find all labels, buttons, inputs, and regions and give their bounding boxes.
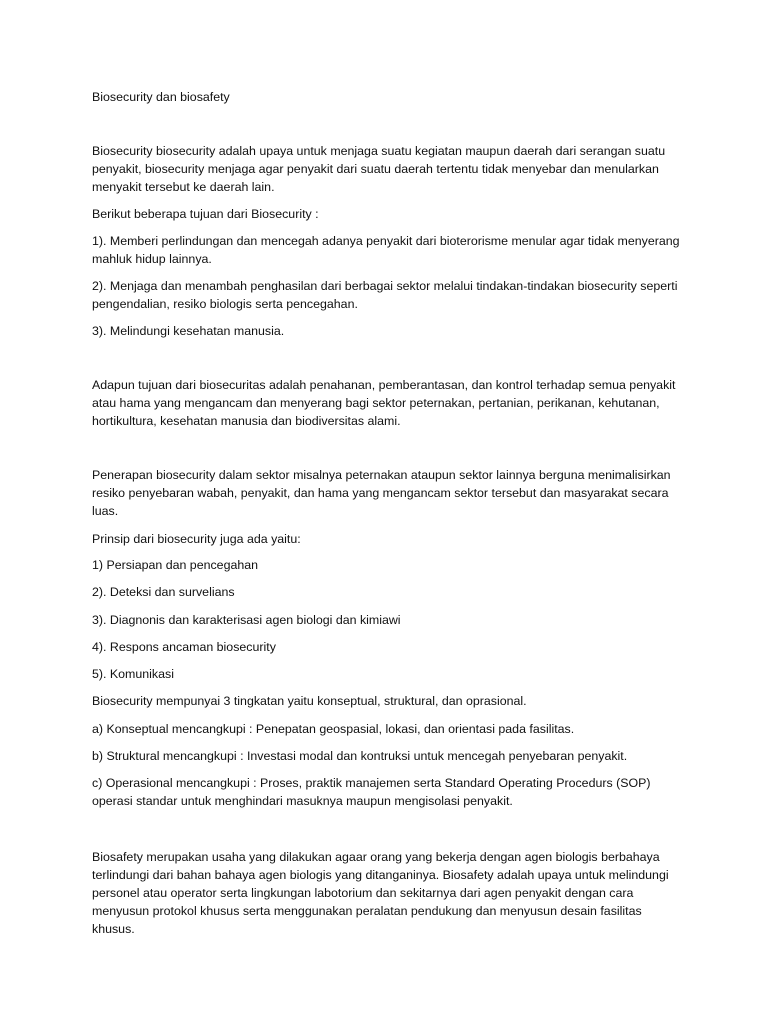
- paragraph-biosafety-definition: Biosafety merupakan usaha yang dilakukan agaar orang yang bekerja dengan agen biologis berbahaya terlindungi dari bahan bahaya agen biologis yang ditanganinya. Biosafety adalah upaya untuk melindungi personel atau operator serta lingkungan labotorium dan sekitarnya dari agen penyakit dengan cara menyusun protokol khusus serta menggunakan peralatan pendukung dan menyusun desain fasilitas khusus.: [92, 850, 669, 936]
- paragraph-biosecurity-levels: Biosecurity mempunyai 3 tingkatan yaitu konseptual, struktural, dan oprasional.: [92, 694, 527, 708]
- paragraph-principles-heading: Prinsip dari biosecurity juga ada yaitu:: [92, 532, 301, 546]
- paragraph-biosecurity-definition: Biosecurity biosecurity adalah upaya untuk menjaga suatu kegiatan maupun daerah dari serangan suatu penyakit, biosecurity menjaga agar penyakit dari suatu daerah tertentu tidak menyebar dan menularkan menyakit tersebut ke daerah lain.: [92, 144, 666, 194]
- principle-item-4: 4). Respons ancaman biosecurity: [92, 640, 276, 654]
- paragraph-biosecurity-goals-heading: Berikut beberapa tujuan dari Biosecurity :: [92, 207, 319, 221]
- level-item-operational: c) Operasional mencangkupi : Proses, praktik manajemen serta Standard Operating Procedurs (SOP) operasi standar untuk menghindari masuknya maupun mengisolasi penyakit.: [92, 776, 651, 808]
- principle-item-1: 1) Persiapan dan pencegahan: [92, 558, 259, 572]
- paragraph-biosecuritas-objectives: Adapun tujuan dari biosecuritas adalah penahanan, pemberantasan, dan kontrol terhadap semua penyakit atau hama yang mengancam dan menyerang bagi sektor peternakan, pertanian, perikanan, kehutanan, hortikultura, kesehatan manusia dan biodiversitas alami.: [92, 378, 676, 428]
- level-item-structural: b) Struktural mencangkupi : Investasi modal dan kontruksi untuk mencegah penyebaran penyakit.: [92, 749, 628, 763]
- principle-item-5: 5). Komunikasi: [92, 667, 174, 681]
- paragraph-biosecurity-application: Penerapan biosecurity dalam sektor misalnya peternakan ataupun sektor lainnya berguna menimalisirkan resiko penyebaran wabah, penyakit, dan hama yang mengancam sektor tersebut dan masyarakat secara luas.: [92, 468, 671, 518]
- principle-item-3: 3). Diagnonis dan karakterisasi agen biologi dan kimiawi: [92, 613, 401, 627]
- level-item-conceptual: a) Konseptual mencangkupi : Penepatan geospasial, lokasi, dan orientasi pada fasilitas.: [92, 722, 575, 736]
- paragraph-goal-3: 3). Melindungi kesehatan manusia.: [92, 324, 285, 338]
- paragraph-goal-2: 2). Menjaga dan menambah penghasilan dari berbagai sektor melalui tindakan-tindakan biosecurity seperti pengendalian, resiko biologis serta pencegahan.: [92, 279, 678, 311]
- document-title: Biosecurity dan biosafety: [92, 90, 230, 104]
- paragraph-goal-1: 1). Memberi perlindungan dan mencegah adanya penyakit dari bioterorisme menular agar tidak menyerang mahluk hidup lainnya.: [92, 234, 680, 266]
- principle-item-2: 2). Deteksi dan survelians: [92, 585, 235, 599]
